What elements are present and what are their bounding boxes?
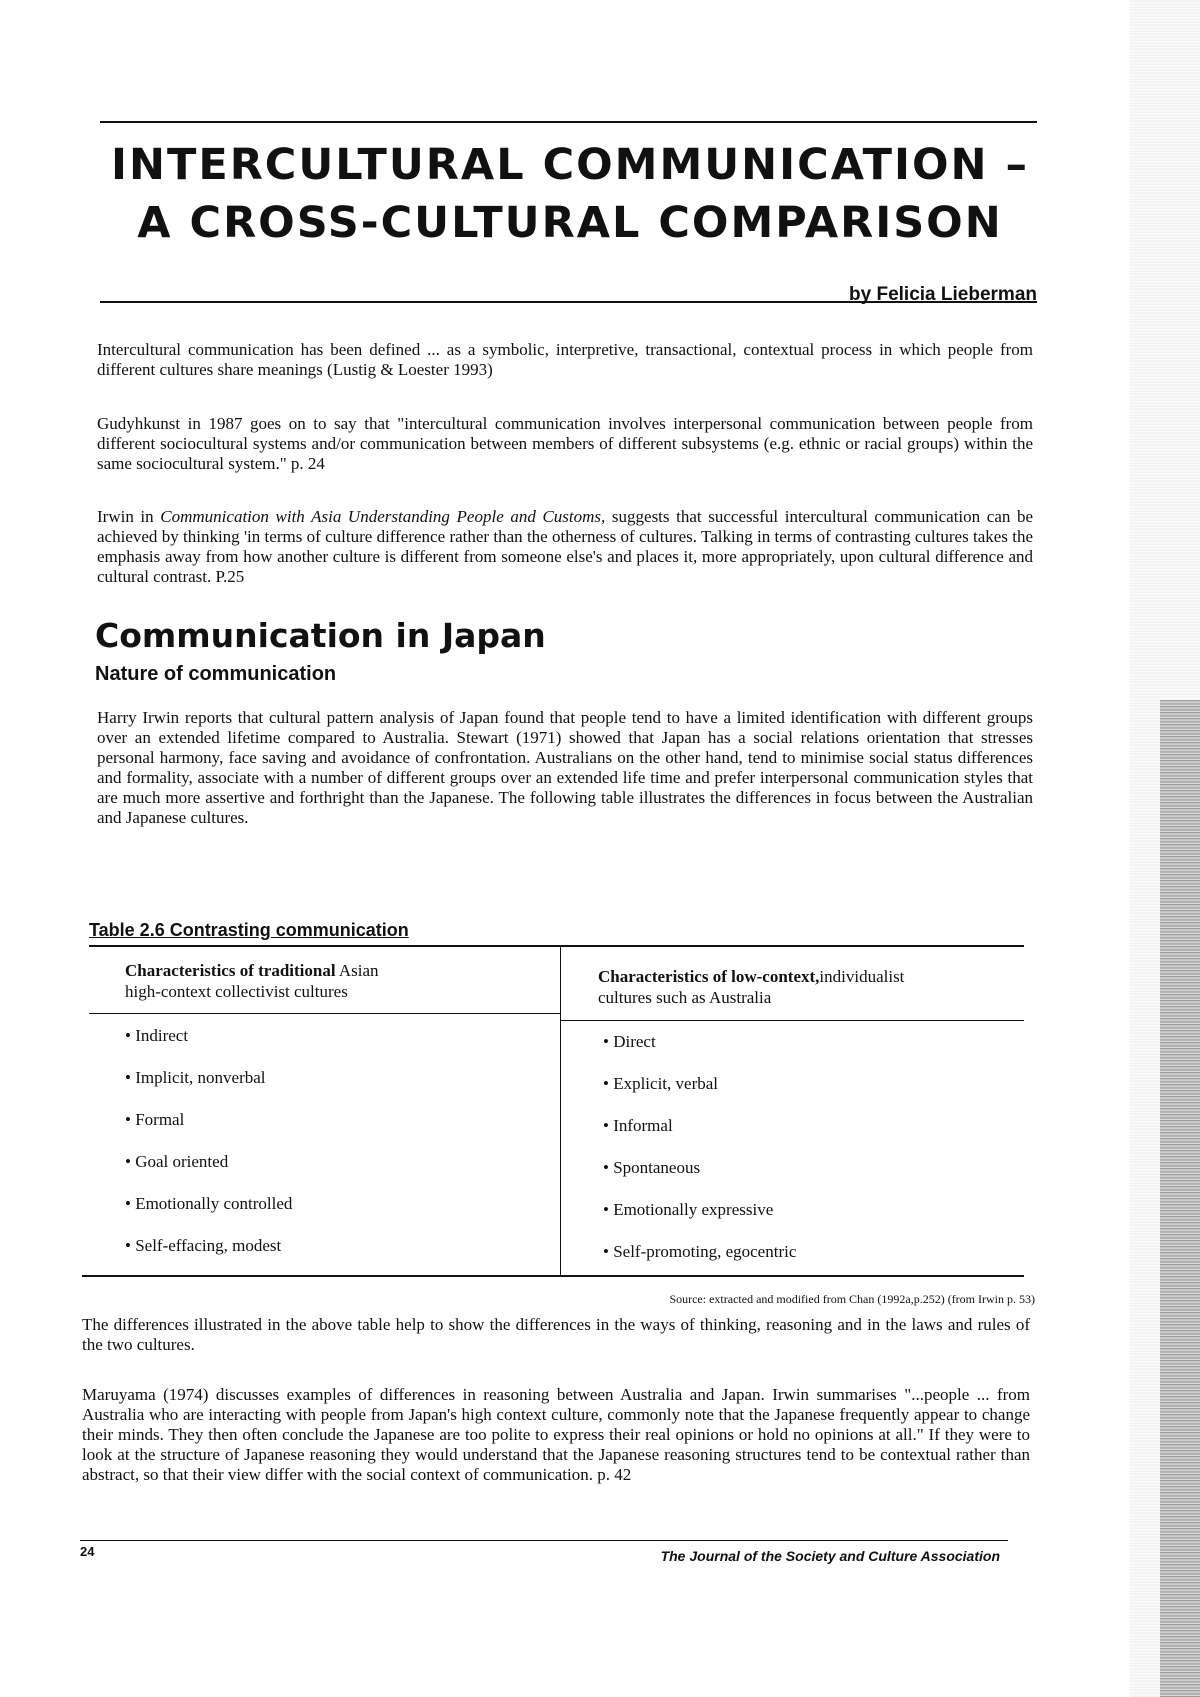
right-header-rest: individualist: [819, 967, 905, 986]
right-column-header: [598, 966, 904, 1008]
top-rule: [100, 121, 1037, 123]
footer-rule: [80, 1540, 1008, 1541]
intro-paragraph-1: Intercultural communication has been defined ... as a symbolic, interpretive, transactional, contextual process in which people from different cultures share meanings (Lustig & Loester 1993): [97, 340, 1033, 379]
paragraph-3-lead: Irwin in: [97, 507, 161, 526]
byline: by Felicia Lieberman: [849, 284, 1037, 305]
intro-paragraph-3: [97, 507, 1033, 587]
right-item: • Self-promoting, egocentric: [603, 1242, 797, 1261]
left-item: • Goal oriented: [125, 1152, 229, 1171]
table-caption: Table 2.6 Contrasting communication: [89, 920, 409, 940]
book-title: Communication with Asia Understanding People and Customs,: [160, 507, 606, 526]
table-column-divider: [560, 945, 561, 1275]
table-bottom-rule: [82, 1275, 1024, 1277]
subsection-heading: Nature of communication: [95, 663, 337, 685]
page-number: 24: [80, 1544, 95, 1559]
intro-paragraph-2: Gudyhkunst in 1987 goes on to say that "intercultural communication involves interpersonal communication between people from different sociocultural systems and/or communication between members of different subsystems (e.g. ethnic or racial groups) within the same sociocultural system." p. 24: [97, 414, 1033, 473]
paragraph-3-rest: suggests that successful intercultural communication can be achieved by thinking 'in terms of culture difference rather than the otherness of cultures. Talking in terms of contrasting cultures takes the emphasis away from how another culture is different from someone else's and places it, more appropriately, upon cultural difference and cultural contrast. P.25: [97, 507, 1034, 586]
right-header-bold: Characteristics of low-context,: [598, 967, 820, 986]
journal-name: The Journal of the Society and Culture Association: [660, 1548, 1000, 1564]
section-body: Harry Irwin reports that cultural pattern analysis of Japan found that people tend to have a limited identification with different groups over an extended lifetime compared to Australia. Stewart (1971) showed that Japan has a social relations orientation that stresses personal harmony, face saving and avoidance of confrontation. Australians on the other hand, tend to minimise social status differences and formality, associate with a number of different groups over an extended life time and prefer interpersonal communication styles that are much more assertive and forthright than the Japanese. The following table illustrates the differences in focus between the Australian and Japanese cultures.: [97, 708, 1033, 827]
right-item: • Informal: [603, 1116, 673, 1135]
after-table-paragraph-1: The differences illustrated in the above table help to show the differences in the ways of thinking, reasoning and in the laws and rules of the two cultures.: [82, 1315, 1030, 1354]
left-item: • Implicit, nonverbal: [125, 1068, 266, 1087]
header-rule-left: [89, 1013, 560, 1014]
table-source: Source: extracted and modified from Chan (1992a,p.252) (from Irwin p. 53): [669, 1292, 1035, 1306]
left-column-header: [125, 960, 379, 1002]
left-item: • Formal: [125, 1110, 185, 1129]
after-table-paragraph-2: Maruyama (1974) discusses examples of differences in reasoning between Australia and Japan. Irwin summarises "...people ... from Australia who are interacting with people from Japan's high context culture, commonly note that the Japanese frequently appear to change their minds. They then often conclude the Japanese are too polite to express their real opinions or hold no opinions at all." If they were to look at the structure of Japanese reasoning they would understand that the Japanese reasoning structures tend to be contextual rather than abstract, so that their view differ with the social context of communication. p. 42: [82, 1385, 1030, 1484]
table-top-rule: [89, 945, 1024, 947]
header-rule-right: [560, 1020, 1024, 1021]
left-item: • Self-effacing, modest: [125, 1236, 282, 1255]
right-header-line2: cultures such as Australia: [598, 988, 772, 1007]
left-header-rest: Asian: [335, 961, 379, 980]
scan-edge-dark: [1160, 700, 1200, 1697]
right-item: • Direct: [603, 1032, 656, 1051]
section-heading: Communication in Japan: [95, 616, 546, 655]
left-header-line2: high-context collectivist cultures: [125, 982, 348, 1001]
right-item: • Emotionally expressive: [603, 1200, 774, 1219]
left-item: • Emotionally controlled: [125, 1194, 293, 1213]
right-item: • Spontaneous: [603, 1158, 701, 1177]
left-header-bold: Characteristics of traditional: [125, 961, 336, 980]
title-line-2: A CROSS-CULTURAL COMPARISON: [137, 198, 1003, 248]
right-item: • Explicit, verbal: [603, 1074, 719, 1093]
left-item: • Indirect: [125, 1026, 189, 1045]
title-line-1: INTERCULTURAL COMMUNICATION –: [111, 140, 1029, 190]
